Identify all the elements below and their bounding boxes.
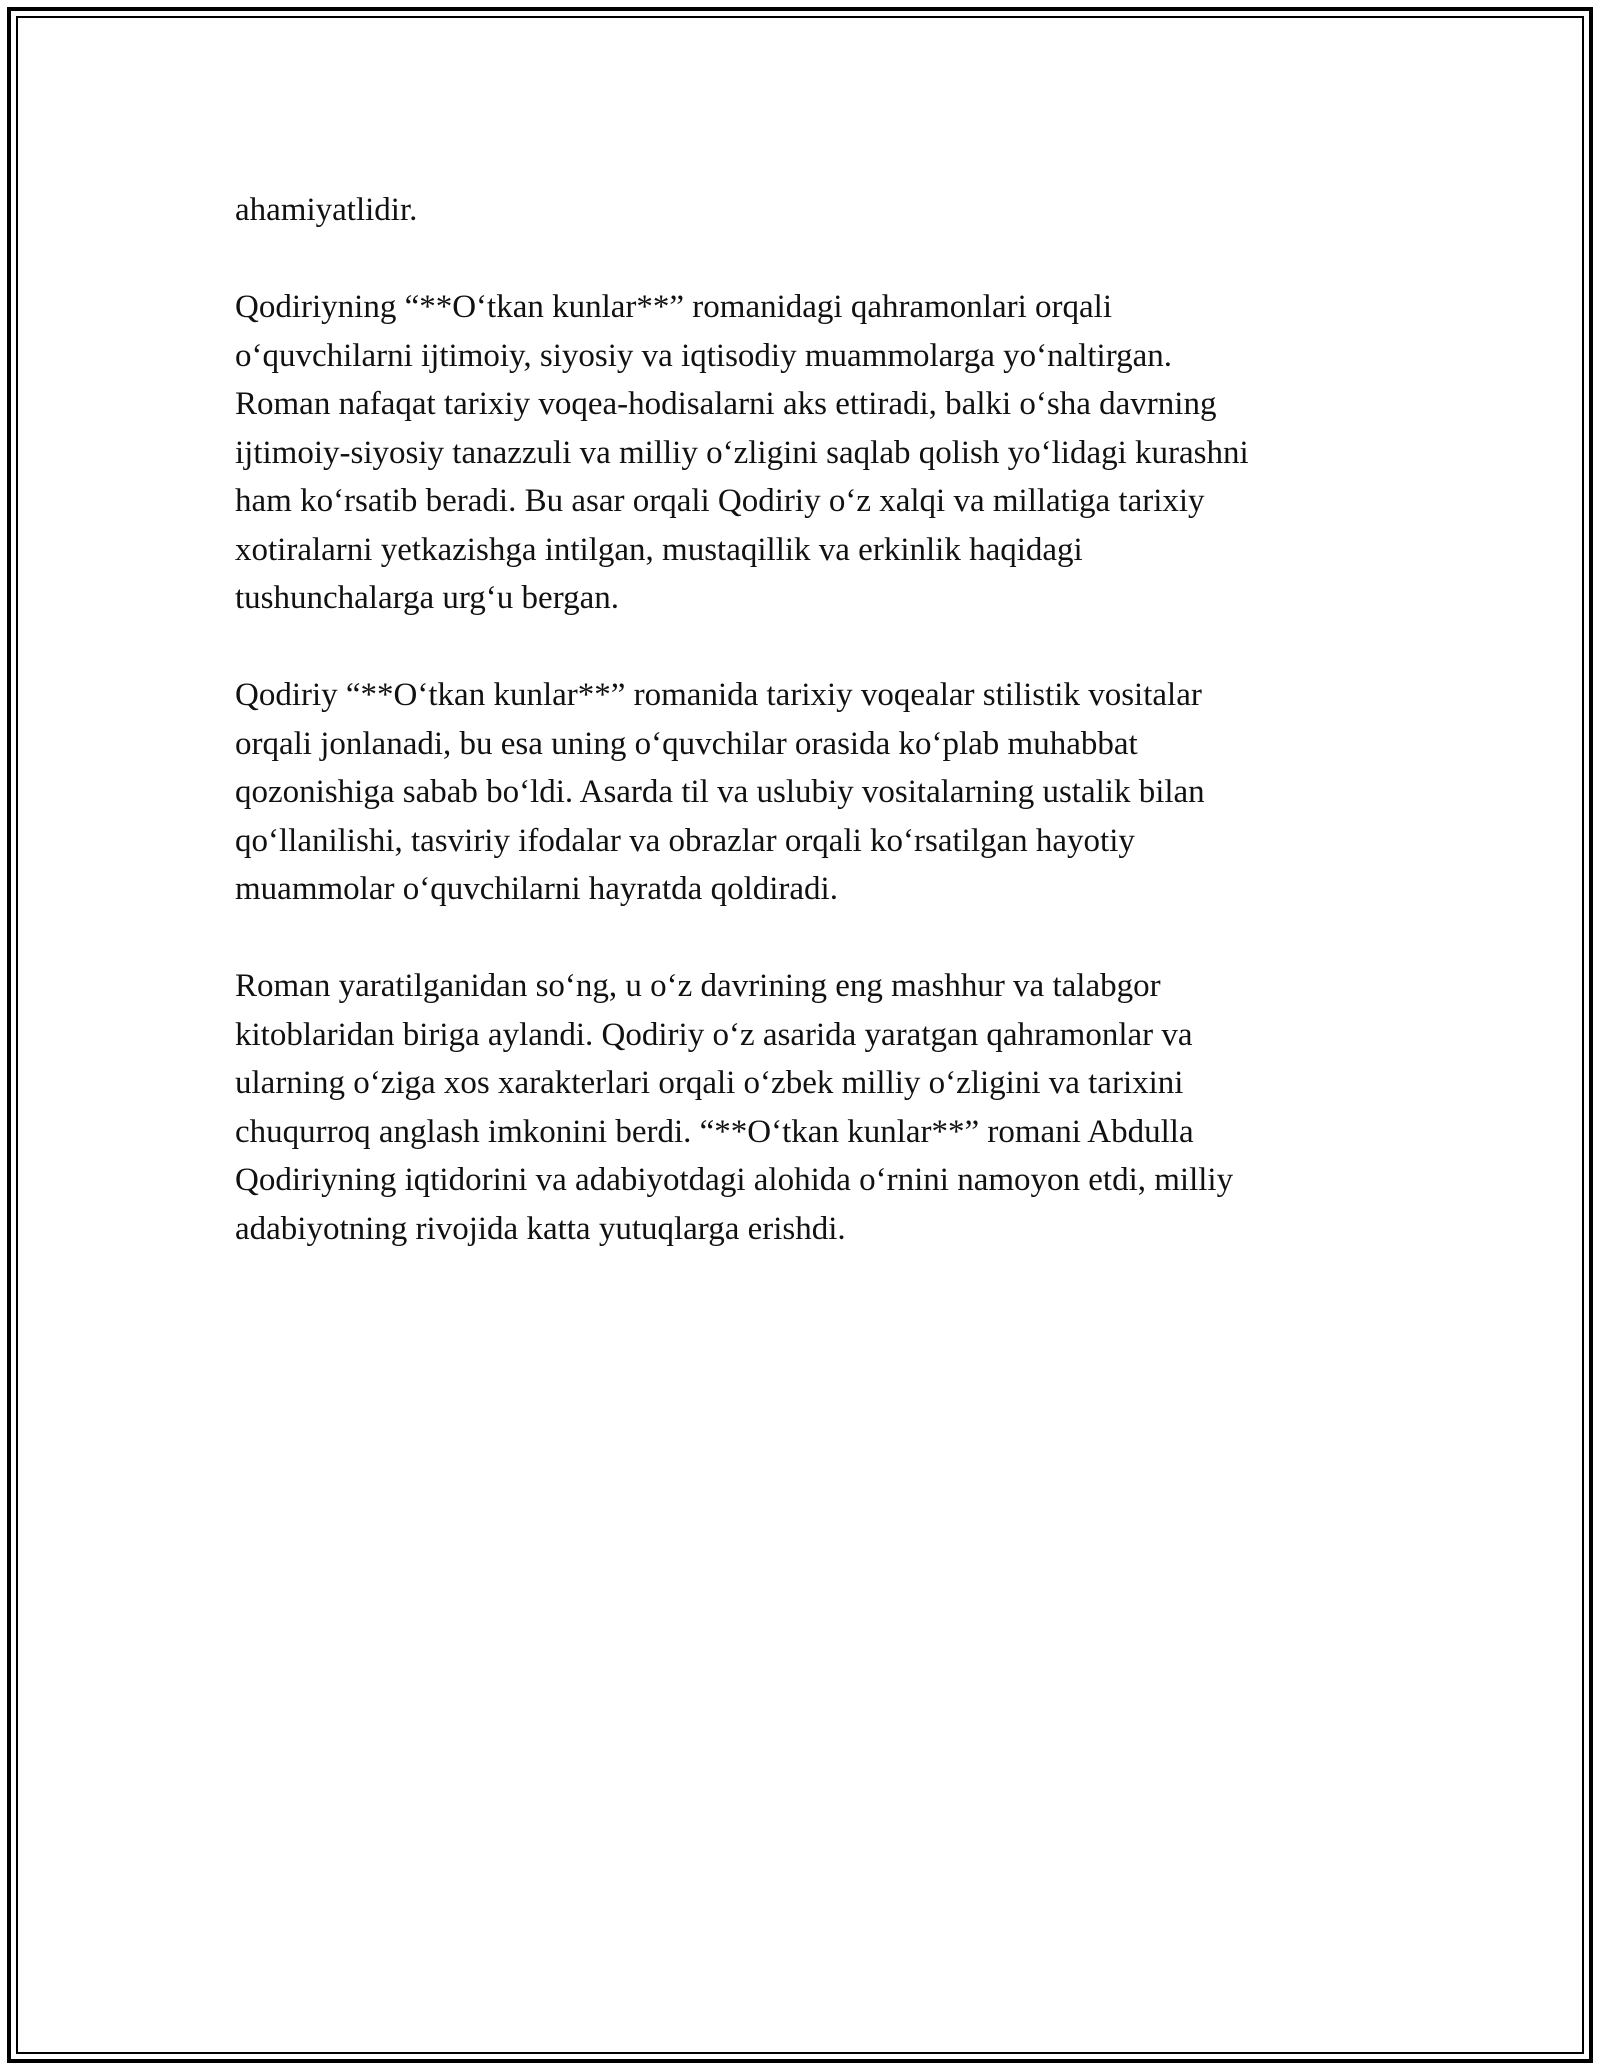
paragraph-line: Qodiriyning iqtidorini va adabiyotdagi alohida o‘rnini namoyon etdi, milliy xyxy=(235,1162,1234,1198)
paragraph-3 xyxy=(235,671,1370,914)
paragraph-line: ham ko‘rsatib beradi. Bu asar orqali Qodiriy o‘z xalqi va millatiga tarixiy xyxy=(235,483,1205,519)
paragraph-line: ahamiyatlidir. xyxy=(235,192,418,228)
paragraph-line: adabiyotning rivojida katta yutuqlarga erishdi. xyxy=(235,1210,846,1247)
paragraph-line: chuqurroq anglash imkonini berdi. “**O‘tkan kunlar**” romani Abdulla xyxy=(235,1113,1194,1150)
paragraph-line: Roman nafaqat tarixiy voqea-hodisalarni aks ettiradi, balki o‘sha davrning xyxy=(235,386,1217,422)
paragraph-line: qo‘llanilishi, tasviriy ifodalar va obrazlar orqali ko‘rsatilgan hayotiy xyxy=(235,822,1135,859)
paragraph-line: kitoblaridan biriga aylandi. Qodiriy o‘z asarida yaratgan qahramonlar va xyxy=(235,1016,1193,1053)
paragraph-line: o‘quvchilarni ijtimoiy, siyosiy va iqtisodiy muammolarga yo‘naltirgan. xyxy=(235,337,1173,374)
paragraph-line: ularning o‘ziga xos xarakterlari orqali o‘zbek milliy o‘zligini va tarixini xyxy=(235,1065,1184,1101)
paragraph-4 xyxy=(235,962,1370,1253)
paragraph-line: Qodiriy “**O‘tkan kunlar**” romanida tarixiy voqealar stilistik vositalar xyxy=(235,677,1202,713)
paragraph-2 xyxy=(235,283,1370,623)
paragraph-line: Roman yaratilganidan so‘ng, u o‘z davrining eng mashhur va talabgor xyxy=(235,968,1161,1004)
paragraph-line: muammolar o‘quvchilarni hayratda qoldiradi. xyxy=(235,871,838,907)
paragraph-1 xyxy=(235,186,1370,235)
paragraph-line: Qodiriyning “**O‘tkan kunlar**” romanidagi qahramonlari orqali xyxy=(235,289,1112,325)
document-body xyxy=(235,186,1370,1302)
paragraph-line: tushunchalarga urg‘u bergan. xyxy=(235,580,619,616)
paragraph-line: ijtimoiy-siyosiy tanazzuli va milliy o‘zligini saqlab qolish yo‘lidagi kurashni xyxy=(235,434,1249,471)
paragraph-line: qozonishiga sabab bo‘ldi. Asarda til va uslubiy vositalarning ustalik bilan xyxy=(235,774,1205,810)
paragraph-line: xotiralarni yetkazishga intilgan, mustaqillik va erkinlik haqidagi xyxy=(235,531,1083,568)
paragraph-line: orqali jonlanadi, bu esa uning o‘quvchilar orasida ko‘plab muhabbat xyxy=(235,725,1138,762)
